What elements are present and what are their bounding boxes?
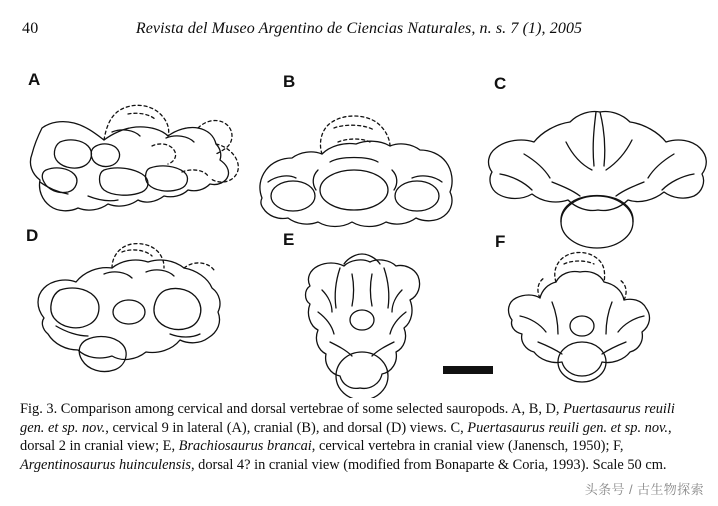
caption-seg-9: , dorsal 4? in cranial view (modified from Bonaparte & Coria, 1993). Scale 50 cm. — [190, 457, 667, 474]
panel-f-drawing — [509, 252, 650, 382]
caption-taxon-4: Argentinosaurus huinculensis — [20, 457, 191, 474]
caption-seg-7: , cervical vertebra in cranial view (Janensch, 1950); F, — [311, 438, 624, 455]
panel-c-drawing — [489, 111, 707, 248]
page-number: 40 — [22, 20, 39, 37]
panel-label-a: A — [28, 70, 41, 89]
watermark: 头条号 / 古生物探索 — [584, 482, 704, 497]
panel-d-drawing — [38, 244, 220, 372]
figure-illustration — [0, 50, 718, 403]
panel-a-drawing — [30, 105, 238, 210]
panel-b-drawing — [260, 116, 452, 227]
panel-label-b: B — [283, 72, 296, 91]
caption-taxon-2: Puertasaurus reuili gen. et sp. nov. — [467, 419, 668, 436]
caption-seg-1: Fig. 3. Comparison among cervical and dorsal vertebrae of some selected sauropods. A, B, D, — [20, 401, 564, 417]
panel-label-e: E — [283, 230, 295, 249]
figure-3 — [0, 50, 718, 398]
panel-label-d: D — [26, 226, 39, 245]
panel-e-drawing — [306, 254, 420, 398]
running-head — [0, 20, 718, 42]
caption-seg-3: , cervical 9 in lateral (A), cranial (B), and dorsal (D) views. C, — [105, 419, 468, 436]
scale-bar — [443, 366, 493, 374]
caption-taxon-3: Brachiosaurus brancai — [178, 438, 312, 455]
journal-title-line: Revista del Museo Argentino de Ciencias Naturales, n. s. 7 (1), 2005 — [135, 20, 583, 37]
panel-label-f: F — [495, 232, 506, 251]
caption-taxon-1: Puertasaurus reuili gen. et sp. nov. — [20, 401, 675, 436]
panel-label-c: C — [494, 74, 507, 93]
caption-seg-5: , dorsal 2 in cranial view; E, — [20, 419, 672, 455]
figure-caption — [20, 400, 700, 475]
